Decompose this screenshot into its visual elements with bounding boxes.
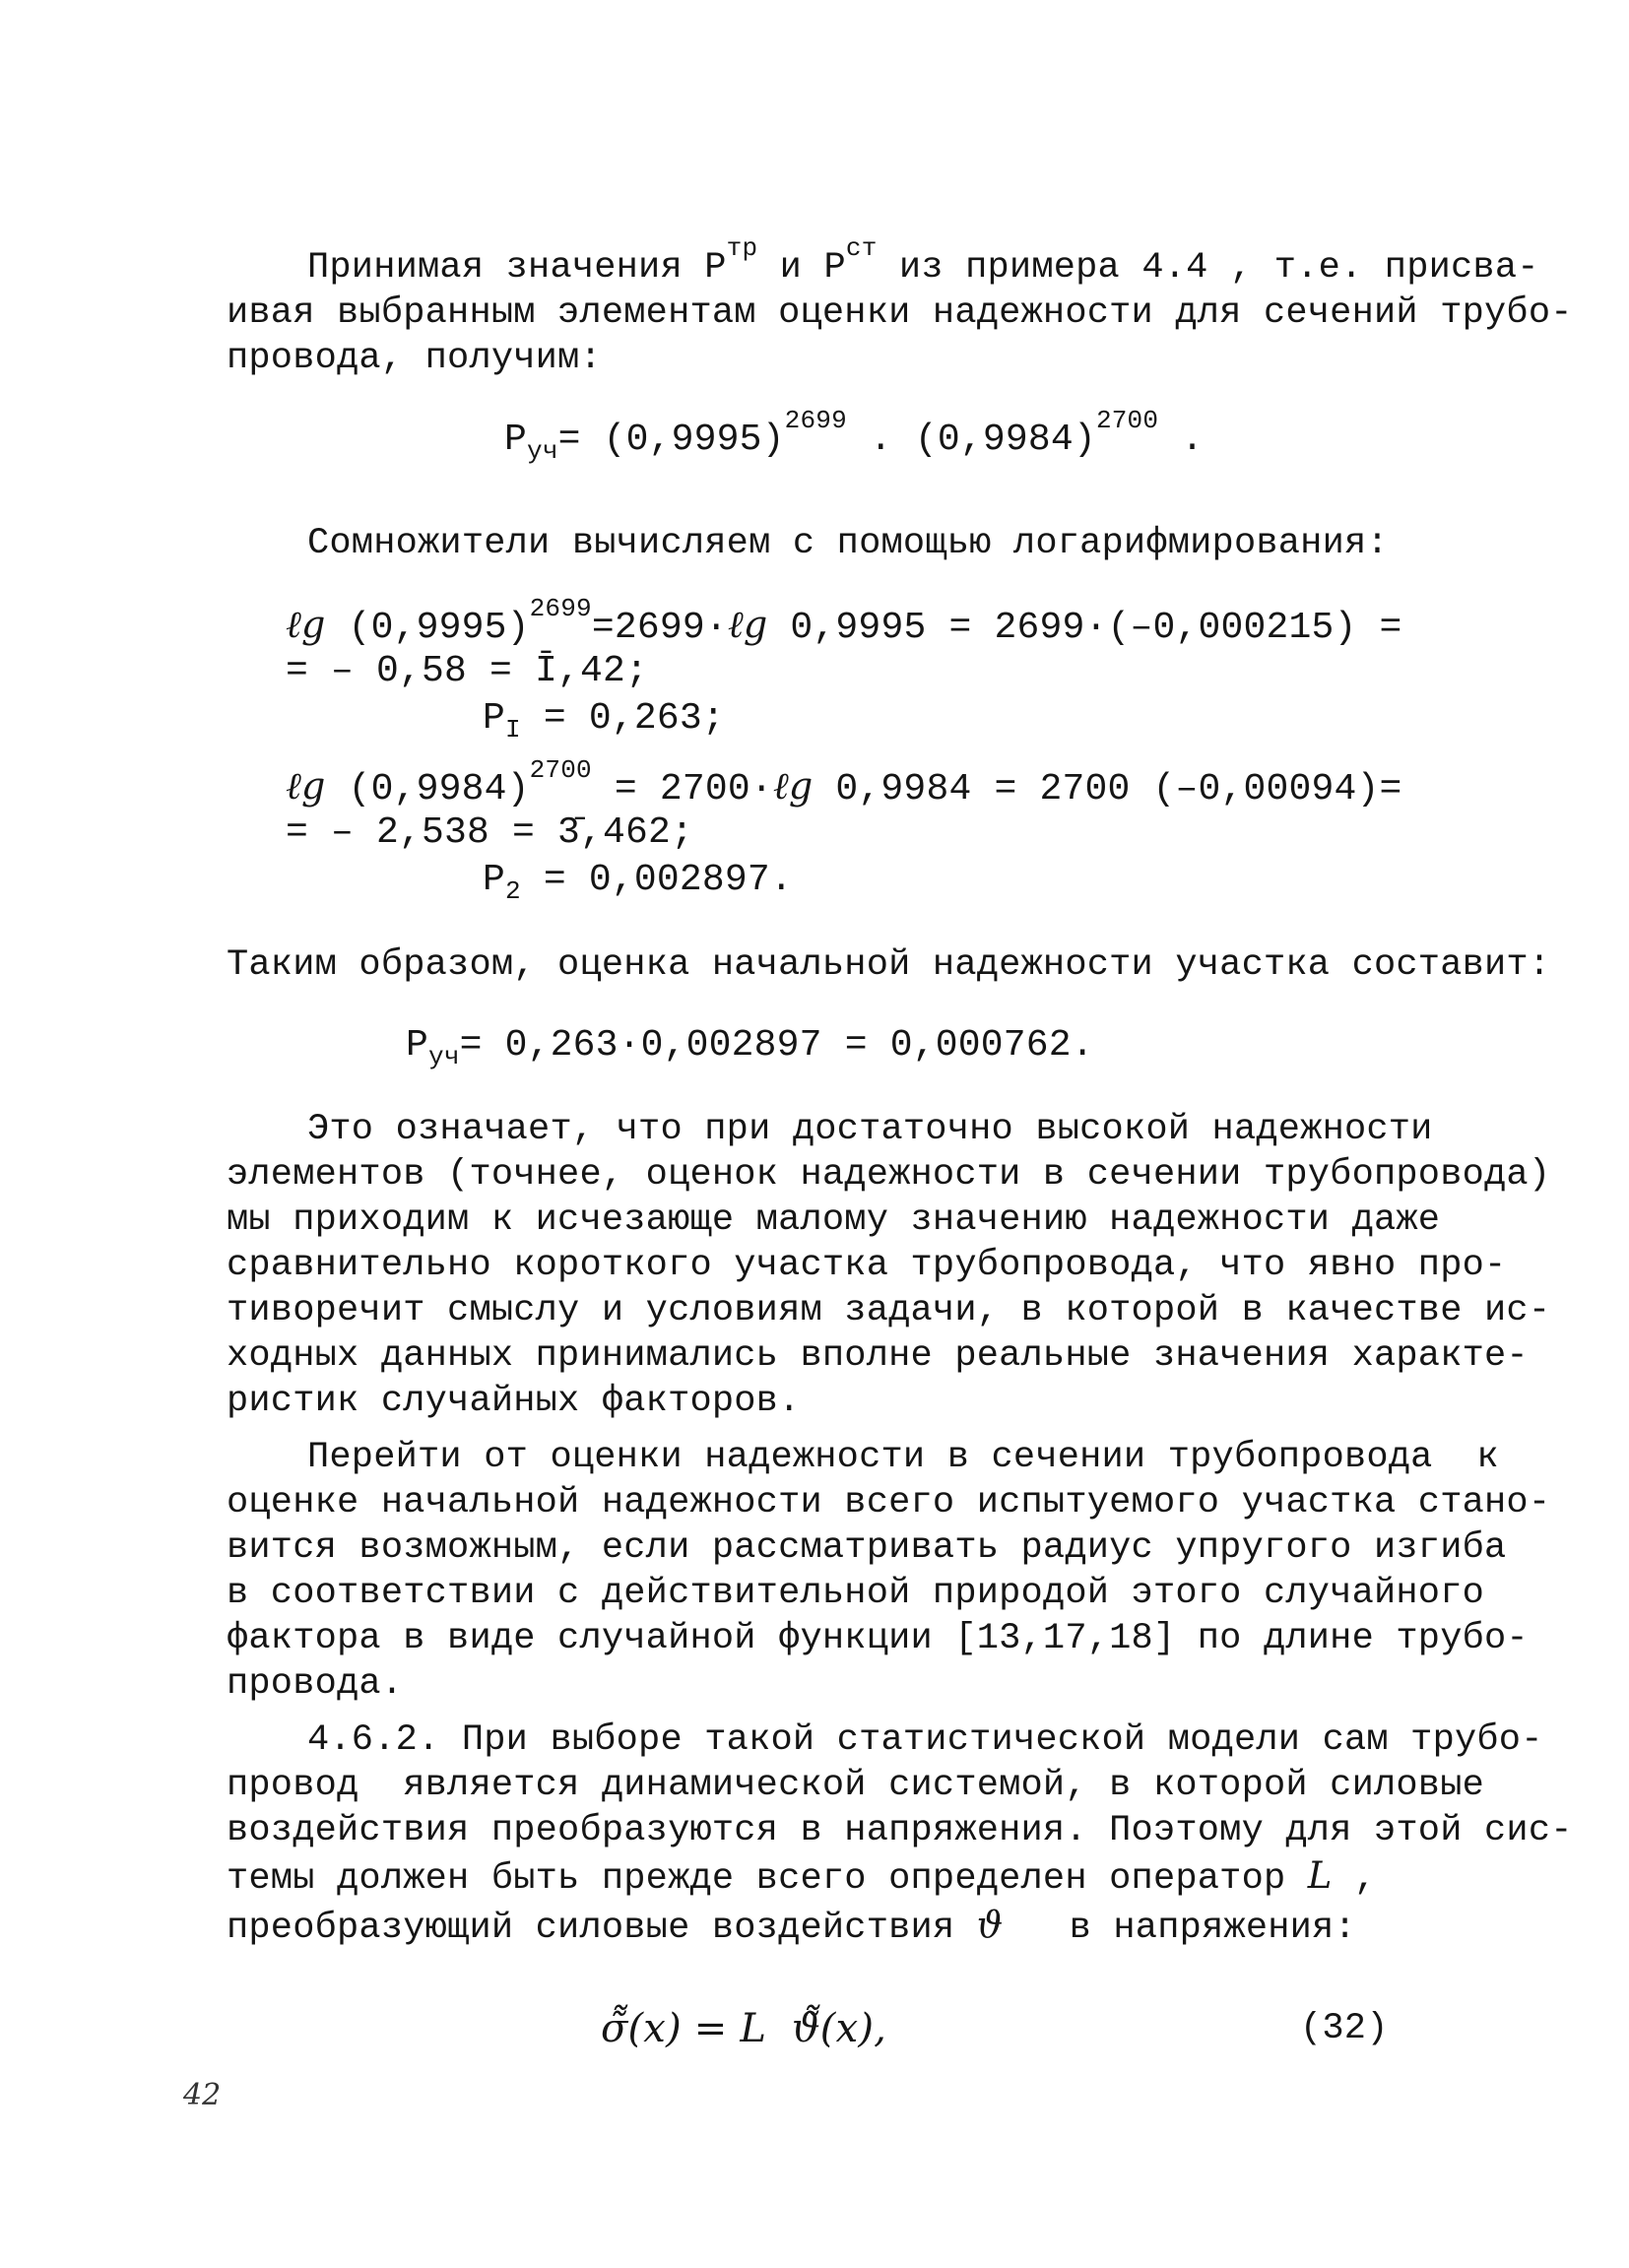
paragraph-line: тиворечит смыслу и условиям задачи, в которой в качестве ис- [227,1290,1551,1331]
paragraph-line: оценке начальной надежности всего испытуемого участка стано- [227,1482,1551,1523]
equation-result: $P_{уч}= 0,263\cdot 0,002897 = 0,000762$. [406,1024,1094,1072]
paragraph-line: провод является динамической системой, в которой силовые [227,1765,1485,1806]
paragraph-line: провода. [227,1663,404,1705]
paragraph-line: Перейти от оценки надежности в сечении трубопровода к [307,1437,1499,1478]
paragraph-line: мы приходим к исчезающе малому значению надежности даже [227,1199,1441,1241]
equation-number: (32) [1300,2008,1389,2049]
paragraph-line: темы должен быть прежде всего определен оператор L , [227,1854,1377,1900]
paragraph-line: ристик случайных факторов. [227,1381,801,1422]
equation-operator: σ̃̃(x) = L ϑ̃̃(x), [601,2006,887,2051]
paragraph-line: элементов (точнее, оценок надежности в сечении трубопровода) [227,1154,1551,1196]
paragraph-line: Это означает, что при достаточно высокой надежности [307,1109,1433,1150]
calc-line-result1: = – 0,58 = Ī,42; [286,650,649,692]
paragraph-line: в соответствии с действительной природой этого случайного [227,1573,1485,1614]
paragraph-line: Принимая значения $P^{тр}$ и $P^{ст}$ из примера 4.4 , т.е. присва- [307,232,1539,289]
paragraph-line: ивая выбранным элементам оценки надежности для сечений трубо- [227,292,1573,334]
paragraph-line: преобразующий силовые воздействия ϑ в напряжения: [227,1904,1356,1949]
paragraph-line: сравнительно короткого участка трубопровода, что явно про- [227,1245,1507,1286]
paragraph-line: Таким образом, оценка начальной надежности участка составит: [227,944,1551,986]
paragraph-line: 4.6.2. При выборе такой статистической модели сам трубо- [307,1719,1543,1761]
operator-symbol: L [1307,1854,1333,1897]
calc-line-p1: $P_I = 0,263$; [483,697,725,745]
paragraph-line: Сомножители вычисляем с помощью логарифмирования: [307,523,1389,564]
calc-line-result2: = – 2,538 = 3̄,462; [286,811,694,854]
paragraph-line: провода, получим: [227,338,602,379]
paragraph-line: фактора в виде случайной функции [13,17,18] по длине трубо- [227,1618,1529,1659]
calc-line-p2: $P_2 = 0,002897$. [483,859,793,907]
page-number: 42 [183,2078,222,2112]
paragraph-line: вится возможным, если рассматривать радиус упругого изгиба [227,1527,1507,1569]
force-symbol: ϑ [976,1904,1004,1946]
paragraph-line: ходных данных принимались вполне реальные значения характе- [227,1335,1529,1377]
calc-line-log1: ℓg $(0,9995)^{2699}=2699\cdot\ell g$ 0,9995 = 2699·(–0,000215) = [286,593,1402,649]
paragraph-line: воздействия преобразуются в напряжения. Поэтому для этой сис- [227,1810,1573,1851]
calc-line-log2: ℓg $(0,9984)^{2700}$ = 2700·ℓg 0,9984 = 2700 (–0,00094)= [286,754,1402,810]
equation-reliability: $P_{уч}= (0,9995)^{2699}$ . $(0,9984)^{2700}$ . [504,405,1205,467]
